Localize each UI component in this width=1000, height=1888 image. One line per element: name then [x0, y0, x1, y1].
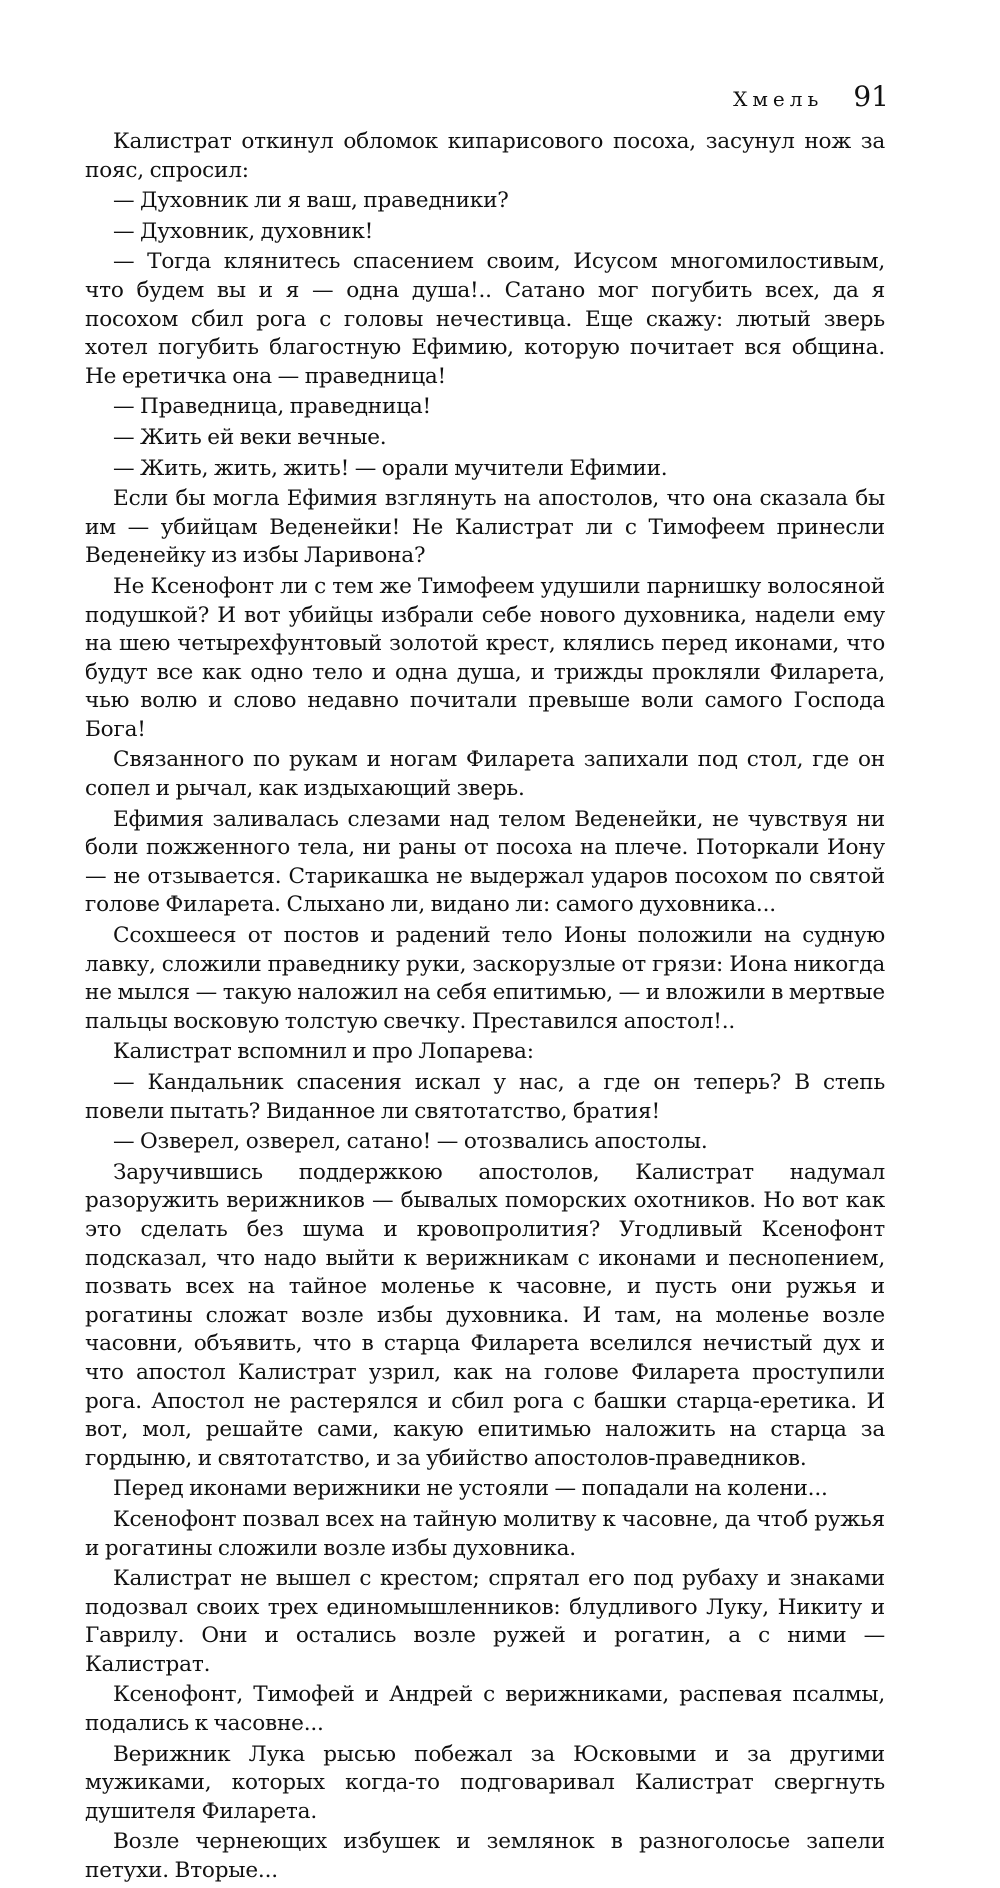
paragraph: Связанного по рукам и ногам Филарета запихали под стол, где он сопел и рычал, как издыхающий зверь.	[85, 747, 885, 802]
paragraph: — Кандальник спасения искал у нас, а где он теперь? В степь повели пытать? Виданное ли святотатство, братия!	[85, 1070, 885, 1124]
paragraph: Возле чернеющих избушек и землянок в разноголосье запели петухи. Вторые...	[85, 1829, 885, 1884]
paragraph: — Духовник, духовник!	[113, 218, 374, 244]
book-page	[85, 80, 889, 1888]
paragraph: — Жить, жить, жить! — орали мучители Ефимии.	[113, 455, 668, 481]
running-head	[85, 80, 889, 128]
paragraph: — Озверел, озверел, сатано! — отозвались апостолы.	[113, 1129, 708, 1155]
paragraph: Калистрат откинул обломок кипарисового посоха, засунул нож за пояс, спросил:	[85, 129, 885, 183]
paragraph: — Праведница, праведница!	[113, 394, 432, 420]
body-text	[85, 128, 885, 1886]
page-number: 91	[853, 80, 889, 113]
paragraph: Калистрат не вышел с крестом; спрятал его под рубаху и знаками подозвал своих трех единомышленников: блудливого Луку, Никиту и Гаврилу. Они и остались возле ружей и рогатин, а с ними — Калистрат.	[85, 1566, 885, 1677]
paragraph: Заручившись поддержкою апостолов, Калистрат надумал разоружить верижников — бывалых поморских охотников. Но вот как это сделать без шума и кровопролития? Угодливый Ксенофонт подсказал, что надо выйти к верижникам с иконами и песнопением, позвать всех на тайное моленье к часовне, и пусть они ружья и рогатины сложат возле избы духовника. И там, на моленье возле часовни, объявить, что в старца Филарета вселился нечистый дух и что апостол Калистрат узрил, как на голове Филарета проступили рога. Апостол не растерялся и сбил рога с башки старца-еретика. И вот, мол, решайте сами, какую епитимью наложить на старца за гордыню, и святотатство, и за убийство апостолов-праведников.	[85, 1159, 885, 1471]
paragraph: Ссохшееся от постов и радений тело Ионы положили на судную лавку, сложили праведнику руки, заскорузлые от грязи: Иона никогда не мылся — такую наложил на себя епитимью, — и вложили в мертвые пальцы восковую толстую свечку. Преставился апостол!..	[85, 923, 885, 1034]
paragraph: Не Ксенофонт ли с тем же Тимофеем удушили парнишку волосяной подушкой? И вот убийцы избрали себе нового духовника, надели ему на шею четырехфунтовый золотой крест, клялись перед иконами, что будут все как одно тело и одна душа, и трижды прокляли Филарета, чью волю и слово недавно почитали превыше воли самого Господа Бога!	[85, 573, 885, 742]
paragraph: Ефимия заливалась слезами над телом Веденейки, не чувствуя ни боли пожженного тела, ни раны от посоха на плече. Поторкали Иону — не отзывается. Старикашка не выдержал ударов посохом по святой голове Филарета. Слыхано ли, видано ли: самого духовника...	[85, 806, 885, 918]
running-head-title: Хмель	[733, 87, 824, 111]
paragraph: Перед иконами верижники не устояли — попадали на колени...	[113, 1476, 828, 1502]
paragraph: Ксенофонт, Тимофей и Андрей с верижниками, распевая псалмы, подались к часовне...	[85, 1682, 885, 1737]
paragraph: — Тогда клянитесь спасением своим, Исусом многомилостивым, что будем вы и я — одна душа!.. Сатано мог погубить всех, да я посохом сбил рога с головы нечестивца. Еще скажу: лютый зверь хотел погубить благостную Ефимию, которую почитает вся община. Не еретичка она — праведница!	[85, 249, 885, 389]
paragraph: Если бы могла Ефимия взглянуть на апостолов, что она сказала бы им — убийцам Веденейки! Не Калистрат ли с Тимофеем принесли Веденейку из избы Ларивона?	[85, 486, 885, 569]
paragraph: — Духовник ли я ваш, праведники?	[113, 188, 509, 214]
paragraph: Верижник Лука рысью побежал за Юсковыми и за другими мужиками, которых когда-то подговаривал Калистрат свергнуть душителя Филарета.	[85, 1741, 885, 1824]
paragraph: Ксенофонт позвал всех на тайную молитву к часовне, да чтоб ружья и рогатины сложили возле избы духовника.	[85, 1506, 885, 1561]
paragraph: Калистрат вспомнил и про Лопарева:	[113, 1039, 534, 1065]
paragraph: — Жить ей веки вечные.	[113, 424, 387, 450]
